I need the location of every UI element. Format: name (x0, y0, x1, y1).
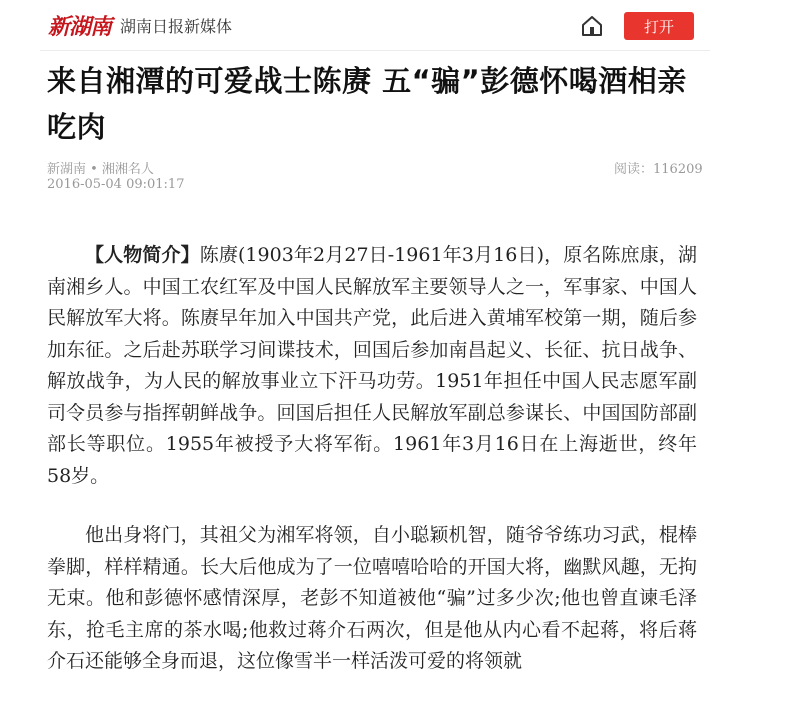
site-logo[interactable]: 新湖南 (48, 14, 112, 40)
paragraph-text: 陈赓(1903年2月27日-1961年3月16日)，原名陈庶康，湖南湘乡人。中国工农红军及中国人民解放军主要领导人之一，军事家、中国人民解放军大将。陈赓早年加入中国共产党，此后进入黄埔军校第一期，随后参加东征。之后赴苏联学习间谍技术，回国后参加南昌起义、长征、抗日战争、解放战争，为人民的解放事业立下汗马功劳。1951年担任中国人民志愿军副司令员参与指挥朝鲜战争。回国后担任人民解放军副总参谋长、中国国防部副部长等职位。1955年被授予大将军衔。1961年3月16日在上海逝世，终年58岁。 (47, 244, 697, 487)
article-datetime: 2016-05-04 09:01:17 (47, 177, 185, 192)
article-source: 新湖南 • 湘湘名人 (47, 162, 154, 177)
site-subtitle: 湖南日报新媒体 (120, 17, 233, 36)
open-app-button[interactable]: 打开 (624, 12, 694, 40)
article-paragraph (47, 240, 697, 492)
paragraph-text: 他出身将门，其祖父为湘军将领，自小聪颖机智，随爷爷练功习武，棍棒拳脚，样样精通。长大后他成为了一位嘻嘻哈哈的开国大将，幽默风趣，无拘无束。他和彭德怀感情深厚，老彭不知道被他“骗”过多少次;他也曾直谏毛泽东，抢毛主席的茶水喝;他救过蒋介石两次，但是他从内心看不起蒋，将后蒋介石还能够全身而退，这位像雪半一样活泼可爱的将领就 (47, 524, 697, 672)
intro-lead-label: 【人物简介】 (85, 244, 200, 266)
article-paragraph (47, 520, 697, 678)
top-bar (40, 0, 710, 51)
article-title: 来自湘潭的可爱战士陈赓 五“骗”彭德怀喝酒相亲吃肉 (47, 64, 687, 144)
read-count: 阅读：116209 (614, 162, 703, 177)
article-body (47, 240, 697, 706)
home-icon[interactable] (580, 14, 604, 38)
